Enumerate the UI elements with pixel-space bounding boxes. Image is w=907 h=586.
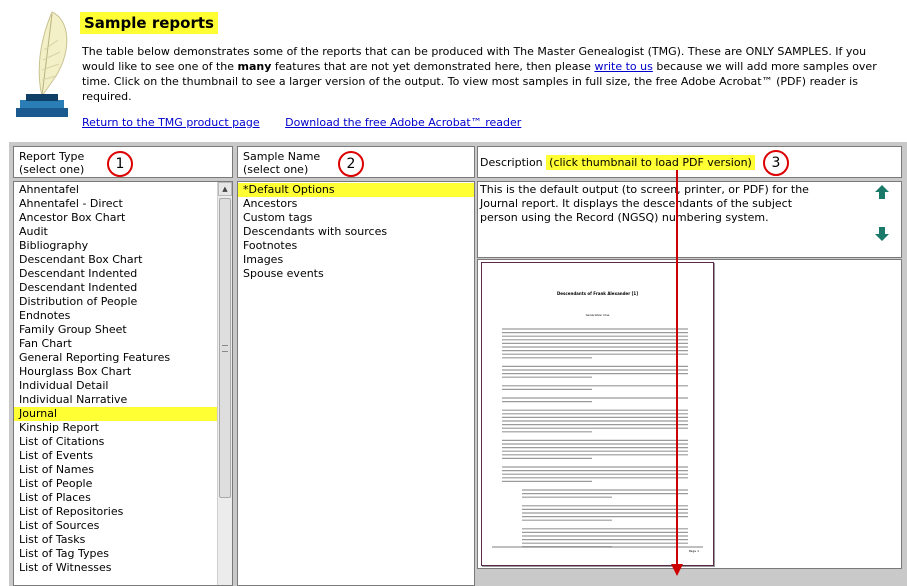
intro-text — [82, 44, 887, 104]
intro-part-1: The table below demonstrates some of the reports that can be produced with The Master Genealogist (TMG). These are ONLY SAMPLES. If you would like to see one of the — [82, 45, 867, 73]
report-type-item[interactable]: List of Names — [19, 463, 95, 476]
scroll-up-arrow-icon[interactable] — [874, 184, 890, 200]
annotation-circle-1: 1 — [107, 151, 133, 177]
sample-name-item[interactable]: Spouse events — [243, 267, 324, 280]
intro-part-3: because we will add more samples over time. Click on the thumbnail to see a larger version of the output. To view most samples in full size, the free Adobe Acrobat™ (PDF) reader is required. — [82, 60, 877, 103]
sample-name-item[interactable]: Images — [243, 253, 284, 266]
thumbnail-text-lines — [482, 263, 713, 565]
description-hint: (click thumbnail to load PDF version) — [546, 155, 755, 170]
report-type-item[interactable]: Bibliography — [19, 239, 89, 252]
sample-name-header — [237, 146, 475, 178]
sample-name-listbox[interactable] — [237, 181, 475, 586]
report-type-item[interactable]: Ahnentafel - Direct — [19, 197, 123, 210]
header-links — [82, 116, 543, 129]
report-type-item[interactable]: Descendant Box Chart — [19, 253, 143, 266]
report-type-item[interactable]: Hourglass Box Chart — [19, 365, 132, 378]
report-type-list — [14, 182, 217, 575]
intro-part-2: features that are not yet demonstrated here, then please — [271, 60, 595, 73]
report-type-item[interactable]: List of Citations — [19, 435, 105, 448]
report-type-item[interactable]: Family Group Sheet — [19, 323, 127, 336]
pdf-thumbnail[interactable] — [481, 262, 714, 566]
grip-icon — [222, 345, 228, 352]
report-type-item[interactable]: Journal — [14, 407, 217, 421]
report-type-item[interactable]: Descendant Indented — [19, 267, 138, 280]
sample-name-item[interactable]: *Default Options — [238, 183, 474, 197]
report-type-item[interactable]: General Reporting Features — [19, 351, 171, 364]
sample-name-item[interactable]: Ancestors — [243, 197, 298, 210]
scroll-up-button[interactable]: ▲ — [218, 182, 232, 196]
acrobat-download-link[interactable]: Download the free Adobe Acrobat™ reader — [285, 116, 522, 129]
description-label: Description — [480, 156, 543, 169]
tmg-product-page-link[interactable]: Return to the TMG product page — [82, 116, 260, 129]
report-type-label: Report Type — [19, 150, 85, 163]
sample-name-item[interactable]: Descendants with sources — [243, 225, 388, 238]
report-type-item[interactable]: List of Sources — [19, 519, 100, 532]
annotation-circle-2: 2 — [338, 151, 364, 177]
report-type-item[interactable]: List of Places — [19, 491, 91, 504]
thumbnail-page-number: Page 1 — [688, 549, 699, 553]
sample-name-label: Sample Name — [243, 150, 321, 163]
report-type-item[interactable]: List of People — [19, 477, 93, 490]
sample-name-item[interactable]: Footnotes — [243, 239, 298, 252]
description-header — [477, 146, 902, 178]
report-type-sub: (select one) — [19, 163, 85, 176]
quill-inkwell-logo — [12, 10, 76, 118]
sample-name-list — [238, 182, 474, 281]
report-type-listbox[interactable] — [13, 181, 233, 586]
page-header — [0, 0, 907, 142]
sample-name-item[interactable]: Custom tags — [243, 211, 313, 224]
report-type-item[interactable]: List of Tasks — [19, 533, 86, 546]
thumbnail-subtitle: Generation One — [585, 313, 610, 317]
thumbnail-title: Descendants of Frank Alexander [1] — [556, 291, 639, 296]
report-type-item[interactable]: Endnotes — [19, 309, 71, 322]
report-type-item[interactable]: Fan Chart — [19, 337, 72, 350]
report-type-item[interactable]: Individual Detail — [19, 379, 109, 392]
write-to-us-link[interactable]: write to us — [594, 60, 653, 73]
report-type-item[interactable]: Kinship Report — [19, 421, 99, 434]
report-type-item[interactable]: List of Repositories — [19, 505, 124, 518]
page-title: Sample reports — [80, 12, 218, 34]
report-type-item[interactable]: Distribution of People — [19, 295, 138, 308]
report-type-item[interactable]: List of Events — [19, 449, 94, 462]
description-box — [477, 181, 902, 258]
annotation-circle-3: 3 — [763, 150, 789, 176]
scroll-thumb[interactable] — [219, 198, 231, 498]
report-list-scrollbar[interactable] — [217, 182, 232, 585]
report-type-item[interactable]: Descendant Indented — [19, 281, 138, 294]
intro-bold: many — [237, 60, 272, 73]
description-text: This is the default output (to screen, printer, or PDF) for the Journal report. It displays the descendants of the subject person using the Record (NGSQ) numbering system. — [480, 183, 809, 224]
report-type-item[interactable]: Ancestor Box Chart — [19, 211, 126, 224]
report-type-header — [13, 146, 233, 178]
report-type-item[interactable]: Individual Narrative — [19, 393, 128, 406]
report-type-item[interactable]: Audit — [19, 225, 48, 238]
report-type-item[interactable]: List of Tag Types — [19, 547, 109, 560]
report-type-item[interactable]: Ahnentafel — [19, 183, 79, 196]
report-type-item[interactable]: List of Witnesses — [19, 561, 112, 574]
description-header-row — [480, 156, 755, 169]
scroll-down-arrow-icon[interactable] — [874, 226, 890, 242]
sample-name-sub: (select one) — [243, 163, 309, 176]
